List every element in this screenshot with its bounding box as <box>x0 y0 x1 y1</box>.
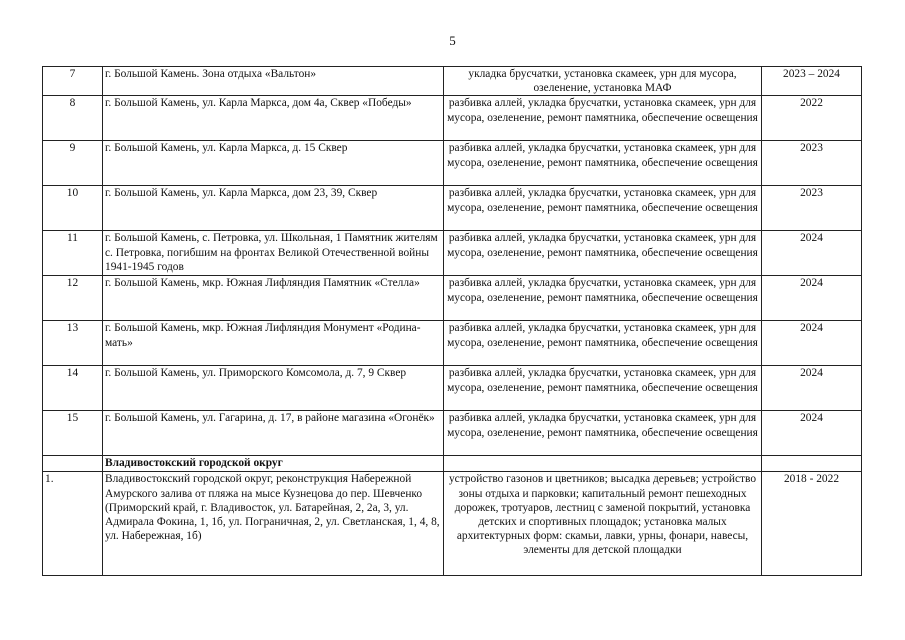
table-row <box>43 96 862 141</box>
object-address: г. Большой Камень, ул. Карла Маркса, д. 15 Сквер <box>103 141 444 186</box>
work-description: разбивка аллей, укладка брусчатки, установка скамеек, урн для мусора, озеленение, ремонт памятника, обеспечение освещения <box>444 231 762 276</box>
empty-cell <box>444 456 762 472</box>
table-row <box>43 472 862 576</box>
work-years: 2024 <box>762 276 862 321</box>
table-row <box>43 231 862 276</box>
row-number: 15 <box>43 411 103 456</box>
row-number: 1. <box>43 472 103 576</box>
work-description: разбивка аллей, укладка брусчатки, установка скамеек, урн для мусора, озеленение, ремонт памятника, обеспечение освещения <box>444 186 762 231</box>
work-description: разбивка аллей, укладка брусчатки, установка скамеек, урн для мусора, озеленение, ремонт памятника, обеспечение освещения <box>444 411 762 456</box>
work-years: 2022 <box>762 96 862 141</box>
table-row <box>43 321 862 366</box>
table-row <box>43 276 862 321</box>
work-description: разбивка аллей, укладка брусчатки, установка скамеек, урн для мусора, озеленение, ремонт памятника, обеспечение освещения <box>444 321 762 366</box>
row-number: 10 <box>43 186 103 231</box>
object-address: г. Большой Камень, ул. Приморского Комсомола, д. 7, 9 Сквер <box>103 366 444 411</box>
row-number: 11 <box>43 231 103 276</box>
work-description: разбивка аллей, укладка брусчатки, установка скамеек, урн для мусора, озеленение, ремонт памятника, обеспечение освещения <box>444 276 762 321</box>
row-number: 7 <box>43 67 103 96</box>
work-description: разбивка аллей, укладка брусчатки, установка скамеек, урн для мусора, озеленение, ремонт памятника, обеспечение освещения <box>444 141 762 186</box>
work-years: 2023 <box>762 141 862 186</box>
work-description: устройство газонов и цветников; высадка деревьев; устройство зоны отдыха и парковки; капитальный ремонт пешеходных дорожек, тротуаров, лестниц с заменой покрытий, установка детских и спортивных площадок; установка малых архитектурных форм: скамьи, лавки, урны, фонари, навесы, элементы для детской площадки <box>444 472 762 576</box>
object-address: г. Большой Камень. Зона отдыха «Вальтон» <box>103 67 444 96</box>
page-number: 5 <box>449 33 456 48</box>
work-years: 2018 - 2022 <box>762 472 862 576</box>
object-address: Владивостокский городской округ, реконструкция Набережной Амурского залива от пляжа на мысе Кузнецова до пер. Шевченко (Приморский край, г. Владивосток, ул. Батарейная, 2, 2а, 3, ул. Адмирала Фокина, 1, 1б, ул. Пограничная, 2, ул. Светланская, 1, 4, 8, ул. Набережная, 1б) <box>103 472 444 576</box>
object-address: г. Большой Камень, ул. Карла Маркса, дом 4а, Сквер «Победы» <box>103 96 444 141</box>
table-row <box>43 141 862 186</box>
object-address: г. Большой Камень, ул. Карла Маркса, дом 23, 39, Сквер <box>103 186 444 231</box>
work-years: 2024 <box>762 231 862 276</box>
work-years: 2024 <box>762 366 862 411</box>
object-address: г. Большой Камень, мкр. Южная Лифляндия Монумент «Родина-мать» <box>103 321 444 366</box>
object-address: г. Большой Камень, с. Петровка, ул. Школьная, 1 Памятник жителям с. Петровка, погибшим на фронтах Великой Отечественной войны 1941-1945 годов <box>103 231 444 276</box>
work-description: разбивка аллей, укладка брусчатки, установка скамеек, урн для мусора, озеленение, ремонт памятника, обеспечение освещения <box>444 366 762 411</box>
program-table <box>42 66 862 576</box>
row-number: 12 <box>43 276 103 321</box>
table-row <box>43 186 862 231</box>
table-row <box>43 67 862 96</box>
object-address: г. Большой Камень, мкр. Южная Лифляндия Памятник «Стелла» <box>103 276 444 321</box>
work-years: 2024 <box>762 411 862 456</box>
empty-cell <box>762 456 862 472</box>
row-number: 8 <box>43 96 103 141</box>
row-number: 14 <box>43 366 103 411</box>
section-title: Владивостокский городской округ <box>103 456 444 472</box>
row-number: 9 <box>43 141 103 186</box>
work-years: 2023 <box>762 186 862 231</box>
table-row <box>43 411 862 456</box>
work-description: разбивка аллей, укладка брусчатки, установка скамеек, урн для мусора, озеленение, ремонт памятника, обеспечение освещения <box>444 96 762 141</box>
table-row <box>43 366 862 411</box>
empty-cell <box>43 456 103 472</box>
section-row <box>43 456 862 472</box>
row-number: 13 <box>43 321 103 366</box>
work-years: 2024 <box>762 321 862 366</box>
work-years: 2023 – 2024 <box>762 67 862 96</box>
work-description: укладка брусчатки, установка скамеек, урн для мусора, озеленение, установка МАФ <box>444 67 762 96</box>
object-address: г. Большой Камень, ул. Гагарина, д. 17, в районе магазина «Огонёк» <box>103 411 444 456</box>
